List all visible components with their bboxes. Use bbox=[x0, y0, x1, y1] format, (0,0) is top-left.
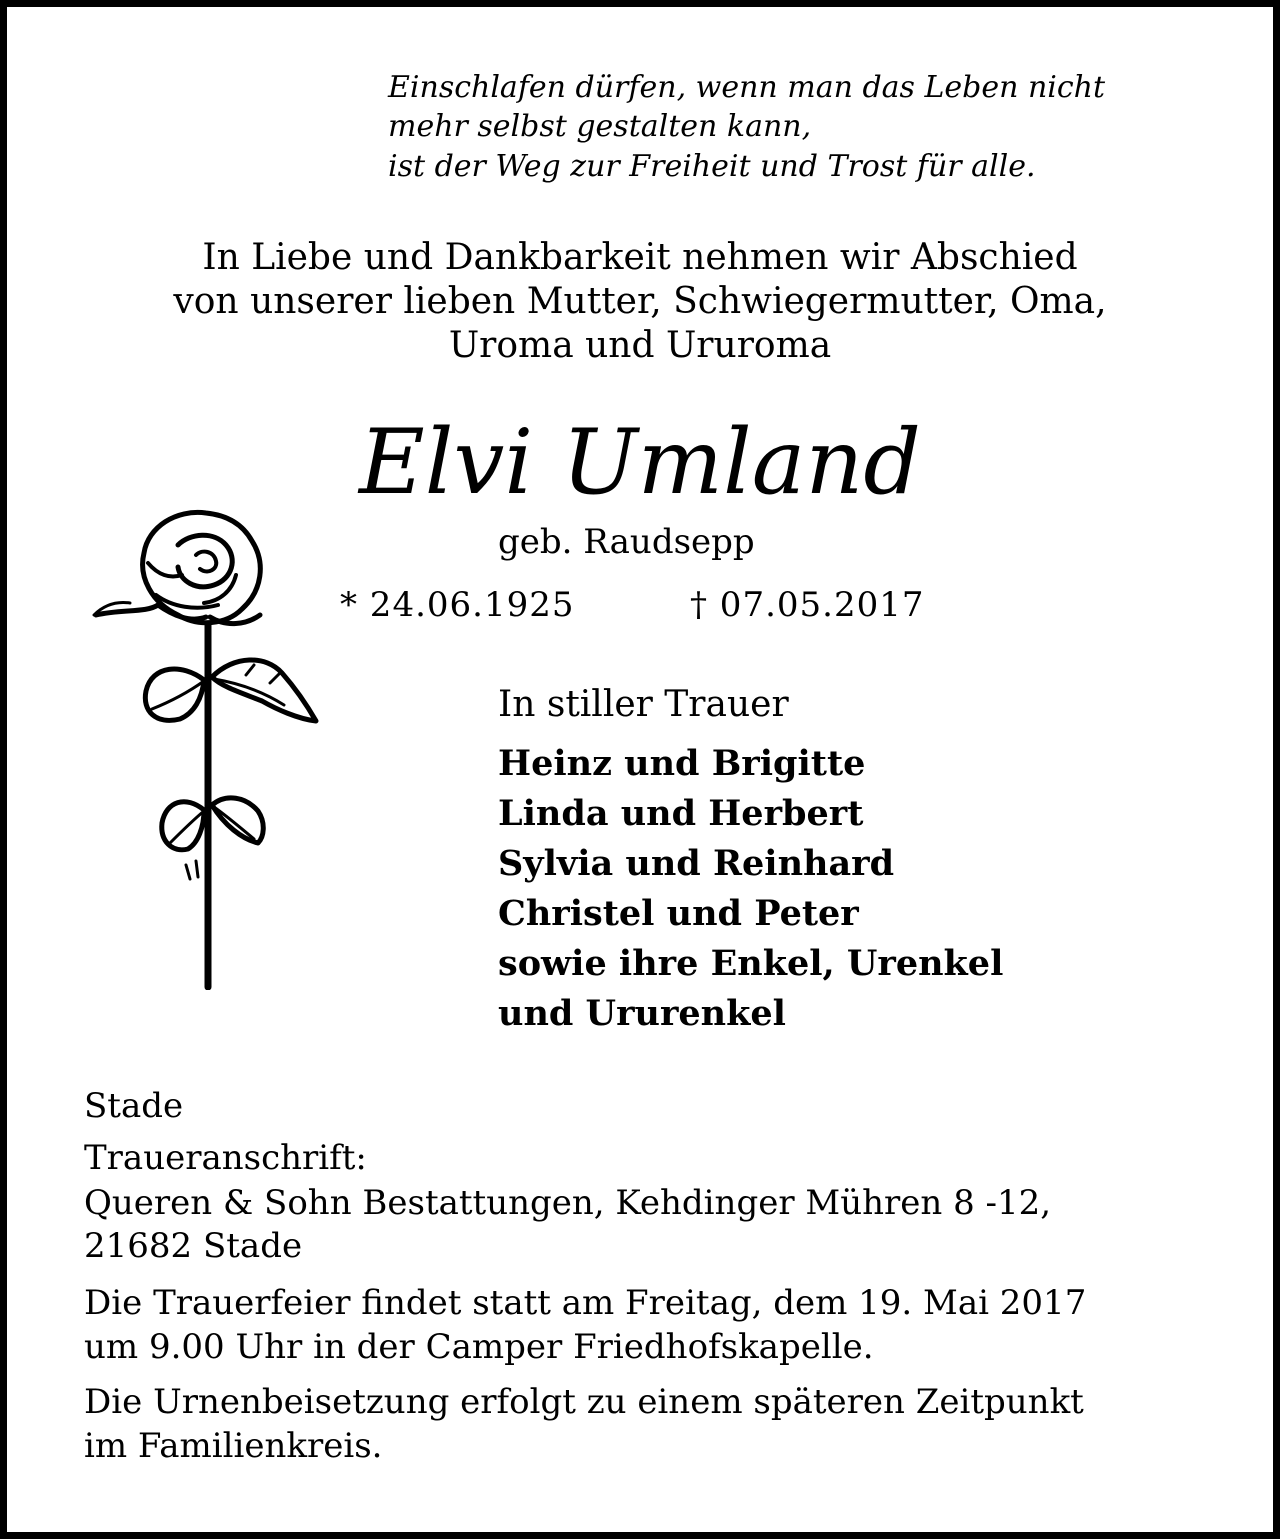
ceremony-line-2: um 9.00 Uhr in der Camper Friedhofskapelle. bbox=[84, 1327, 874, 1367]
ceremony-line-1: Die Trauerfeier findet statt am Freitag, dem 19. Mai 2017 bbox=[84, 1283, 1087, 1323]
place: Stade bbox=[84, 1086, 184, 1126]
intro-line-3: Uroma und Ururoma bbox=[448, 325, 832, 366]
deceased-name: Elvi Umland bbox=[359, 410, 921, 515]
burial-line-2: im Familienkreis. bbox=[84, 1426, 383, 1466]
address-line-2: 21682 Stade bbox=[84, 1226, 303, 1266]
burial-line-1: Die Urnenbeisetzung erfolgt zu einem späteren Zeitpunkt bbox=[84, 1382, 1084, 1422]
mourner-line: und Ururenkel bbox=[498, 993, 786, 1034]
motto-line-2: mehr selbst gestalten kann, bbox=[388, 109, 812, 144]
rose-icon bbox=[86, 505, 326, 990]
motto-line-3: ist der Weg zur Freiheit und Trost für alle. bbox=[388, 149, 1036, 184]
intro-line-1: In Liebe und Dankbarkeit nehmen wir Abschied bbox=[202, 237, 1078, 278]
mourner-line: Linda und Herbert bbox=[498, 793, 864, 834]
address-line-1: Queren & Sohn Bestattungen, Kehdinger Mühren 8 -12, bbox=[84, 1183, 1052, 1223]
mourner-line: Christel und Peter bbox=[498, 893, 859, 934]
motto-line-1: Einschlafen dürfen, wenn man das Leben nicht bbox=[388, 70, 1106, 105]
mourner-line: Heinz und Brigitte bbox=[498, 743, 866, 784]
birth-date: * 24.06.1925 bbox=[340, 585, 575, 625]
intro-line-2: von unserer lieben Mutter, Schwiegermutter, Oma, bbox=[173, 281, 1107, 322]
death-date: † 07.05.2017 bbox=[690, 585, 925, 625]
mourner-line: Sylvia und Reinhard bbox=[498, 843, 895, 884]
birth-name: geb. Raudsepp bbox=[498, 522, 755, 562]
mourner-line: sowie ihre Enkel, Urenkel bbox=[498, 943, 1004, 984]
address-label: Traueranschrift: bbox=[84, 1138, 367, 1178]
mourners-heading: In stiller Trauer bbox=[498, 684, 789, 725]
